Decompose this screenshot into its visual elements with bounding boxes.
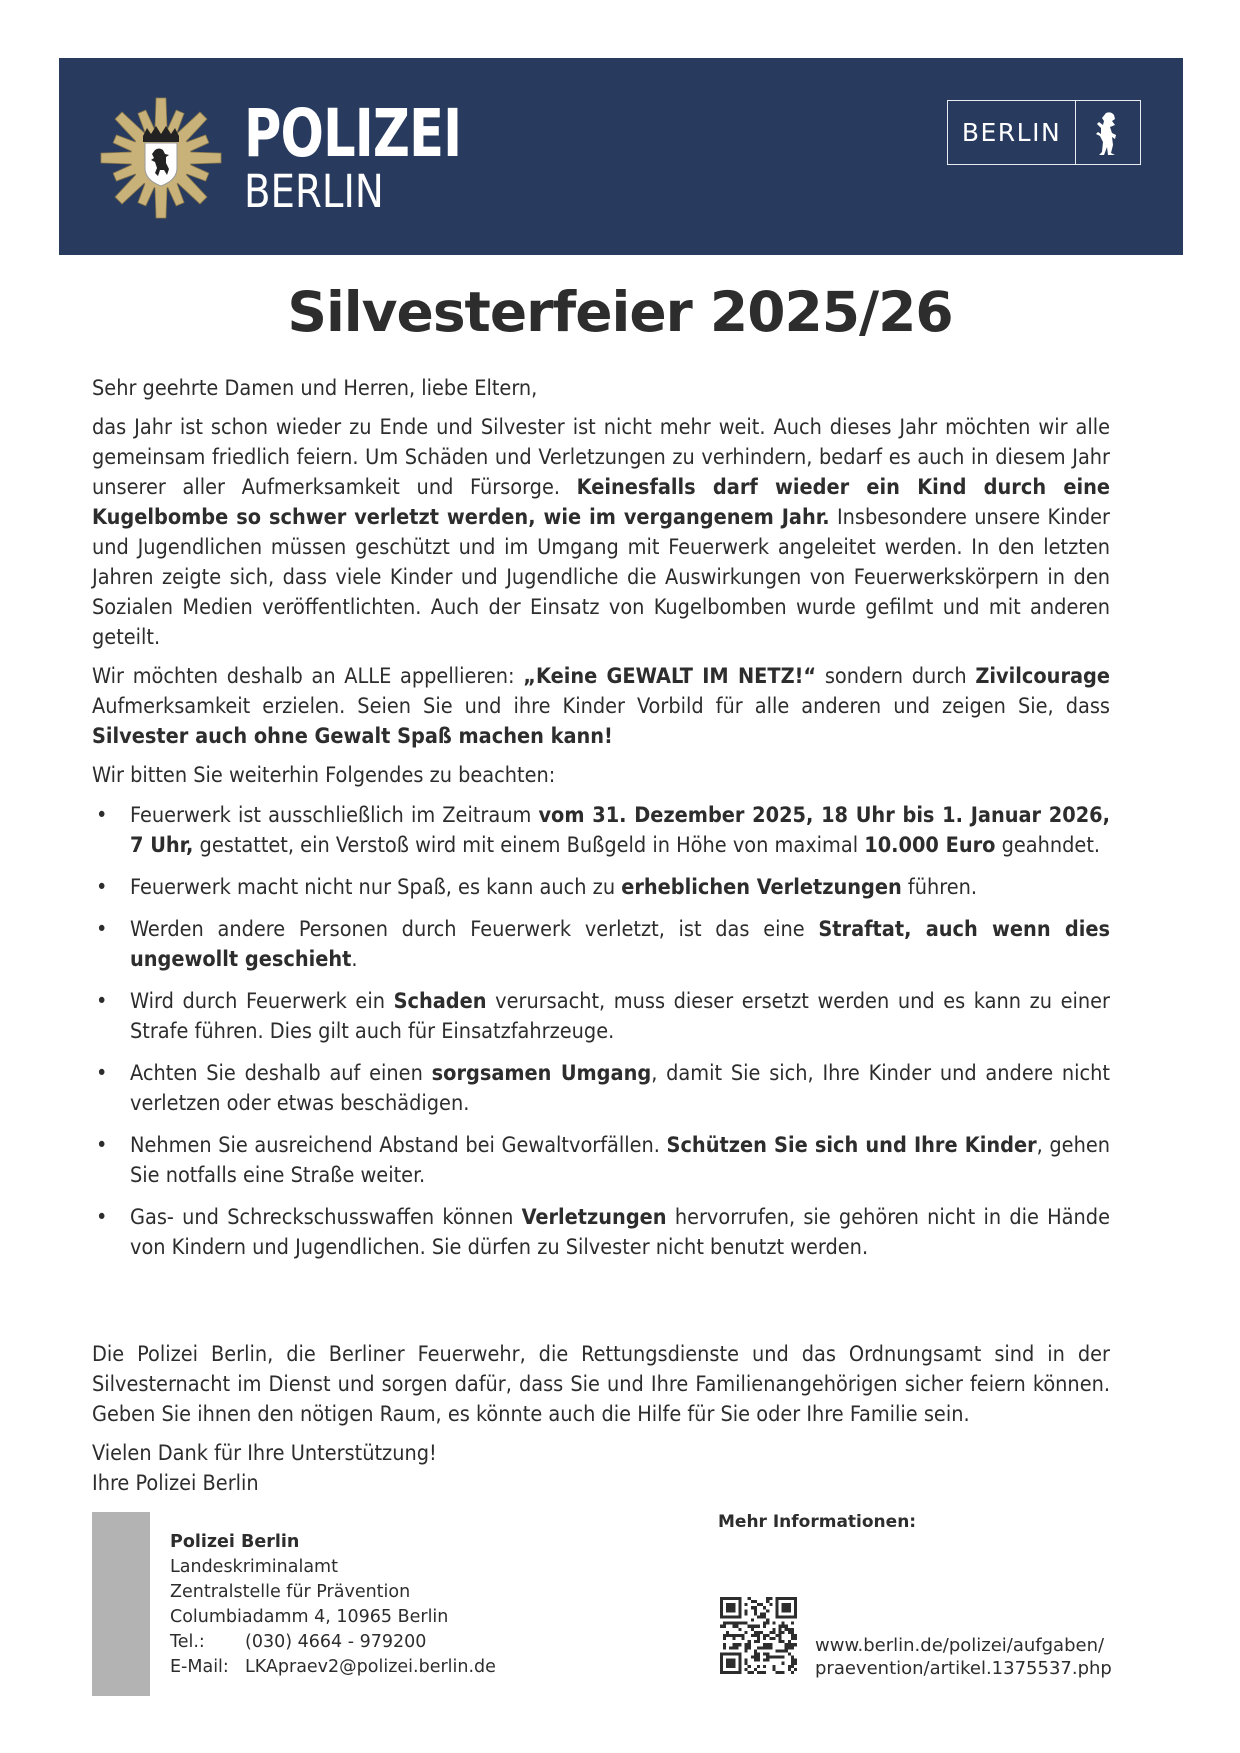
qr-module xyxy=(766,1600,769,1603)
qr-module xyxy=(726,1659,735,1668)
berlin-logo-text: BERLIN xyxy=(948,101,1076,164)
qr-module xyxy=(757,1665,760,1668)
email-link[interactable]: LKApraev2@polizei.berlin.de xyxy=(245,1657,496,1677)
qr-module xyxy=(779,1671,782,1674)
qr-module xyxy=(745,1662,748,1665)
qr-module xyxy=(791,1634,794,1637)
contact-address: Columbiadamm 4, 10965 Berlin xyxy=(170,1607,449,1627)
qr-module xyxy=(769,1643,772,1646)
qr-module xyxy=(775,1671,778,1674)
qr-module xyxy=(748,1625,751,1628)
bullet-icon: • xyxy=(96,1205,108,1230)
police-star-badge-icon xyxy=(99,96,223,220)
qr-module xyxy=(754,1606,757,1609)
qr-module xyxy=(788,1640,791,1643)
qr-module xyxy=(745,1622,748,1625)
qr-module xyxy=(760,1631,763,1634)
qr-module xyxy=(735,1622,738,1625)
signature-line: Ihre Polizei Berlin xyxy=(92,1471,259,1496)
qr-module xyxy=(738,1634,741,1637)
qr-module xyxy=(732,1643,735,1646)
header-banner xyxy=(59,58,1183,255)
qr-module xyxy=(772,1656,775,1659)
tel-label: Tel.: xyxy=(170,1632,205,1652)
appeal-paragraph xyxy=(92,662,1110,752)
qr-module xyxy=(766,1634,769,1637)
qr-module xyxy=(779,1649,782,1652)
contact-block xyxy=(170,1530,496,1680)
qr-module xyxy=(763,1643,766,1646)
qr-module xyxy=(766,1597,769,1600)
qr-module xyxy=(775,1649,778,1652)
qr-module xyxy=(791,1646,794,1649)
qr-module xyxy=(745,1643,748,1646)
qr-module xyxy=(757,1615,760,1618)
thanks-line: Vielen Dank für Ihre Unterstützung! xyxy=(92,1441,437,1466)
qr-module xyxy=(785,1646,788,1649)
rule-bold: 10.000 Euro xyxy=(864,833,996,858)
closing-paragraph: Die Polizei Berlin, die Berliner Feuerwehr, die Rettungsdienste und das Ordnungsamt sind in der Silvesternacht im Dienst und sorgen dafür, dass Sie und Ihre Familienangehörigen sicher feiern können. Geben Sie ihnen den nötigen Raum, es könnte auch die Hilfe für Sie oder Ihre Familie sein. xyxy=(92,1342,1110,1427)
qr-module xyxy=(788,1668,791,1671)
qr-module xyxy=(791,1643,794,1646)
qr-module xyxy=(735,1646,738,1649)
qr-module xyxy=(766,1609,769,1612)
rule-text: Wird durch Feuerwerk ein xyxy=(130,989,394,1014)
qr-module xyxy=(769,1637,772,1640)
qr-module xyxy=(760,1646,763,1649)
qr-module xyxy=(738,1622,741,1625)
qr-module xyxy=(754,1652,757,1655)
qr-module xyxy=(757,1671,760,1674)
qr-module xyxy=(760,1671,763,1674)
appeal-text-1: Wir möchten deshalb an ALLE appellieren: xyxy=(92,664,524,689)
qr-module xyxy=(785,1643,788,1646)
qr-module xyxy=(742,1622,745,1625)
qr-module xyxy=(723,1646,726,1649)
qr-module xyxy=(794,1634,797,1637)
contact-email-row xyxy=(170,1655,496,1680)
qr-module xyxy=(748,1597,751,1600)
qr-module xyxy=(726,1622,729,1625)
qr-module xyxy=(751,1619,754,1622)
bullet-icon: • xyxy=(96,1061,108,1086)
qr-module xyxy=(772,1622,775,1625)
qr-module xyxy=(729,1634,732,1637)
qr-module xyxy=(745,1631,748,1634)
qr-module xyxy=(748,1671,751,1674)
qr-module xyxy=(720,1625,723,1628)
bullet-icon: • xyxy=(96,803,108,828)
rule-bold: Verletzungen xyxy=(521,1205,667,1230)
bullet-icon: • xyxy=(96,989,108,1014)
qr-module xyxy=(782,1662,785,1665)
qr-module xyxy=(791,1622,794,1625)
qr-code-icon[interactable] xyxy=(720,1597,797,1674)
more-info-url[interactable] xyxy=(815,1634,1112,1680)
rule-bold: Schaden xyxy=(393,989,487,1014)
intro-text-1: das Jahr ist schon wieder zu Ende und Silvester ist nicht mehr weit. Auch dieses Jahr möchten wir alle gemeinsam friedlich feiern. Um Schäden und Verletzungen zu verhindern, bedarf es auch in diesem Jahr unserer aller Aufmerksamkeit und Fürsorge. xyxy=(92,415,1110,500)
intro-bold: Keinesfalls darf wieder ein Kind durch eine Kugelbombe so schwer verletzt werden, wie im vergangenem Jahr. xyxy=(92,475,1110,530)
qr-module xyxy=(791,1628,794,1631)
qr-module xyxy=(757,1640,760,1643)
qr-module xyxy=(772,1668,775,1671)
url-line-2[interactable]: praevention/artikel.1375537.php xyxy=(815,1658,1112,1679)
qr-module xyxy=(754,1659,757,1662)
berlin-logo xyxy=(947,100,1141,165)
qr-module xyxy=(782,1671,785,1674)
qr-module xyxy=(791,1671,794,1674)
qr-module xyxy=(769,1656,772,1659)
qr-module xyxy=(745,1612,748,1615)
qr-module xyxy=(763,1671,766,1674)
qr-module xyxy=(751,1625,754,1628)
qr-module xyxy=(723,1625,726,1628)
closing-section xyxy=(92,1340,1110,1499)
qr-module xyxy=(772,1637,775,1640)
qr-module xyxy=(760,1612,763,1615)
bullet-icon: • xyxy=(96,875,108,900)
appeal-zivilcourage: Zivilcourage xyxy=(975,664,1111,689)
qr-module xyxy=(757,1634,760,1637)
qr-module xyxy=(745,1649,748,1652)
qr-module xyxy=(763,1637,766,1640)
rule-text: , gehen Sie notfalls eine Straße weiter. xyxy=(130,1133,1111,1188)
qr-module xyxy=(779,1634,782,1637)
qr-module xyxy=(766,1643,769,1646)
qr-module xyxy=(751,1628,754,1631)
qr-module xyxy=(754,1634,757,1637)
qr-module xyxy=(745,1646,748,1649)
list-item xyxy=(92,1059,1110,1119)
contact-org: Polizei Berlin xyxy=(170,1532,300,1552)
qr-module xyxy=(775,1634,778,1637)
qr-module xyxy=(751,1656,754,1659)
qr-module xyxy=(763,1615,766,1618)
qr-module xyxy=(751,1606,754,1609)
contact-unit: Zentralstelle für Prävention xyxy=(170,1582,411,1602)
qr-module xyxy=(794,1643,797,1646)
qr-module xyxy=(735,1625,738,1628)
qr-module xyxy=(766,1652,769,1655)
rule-bold: Schützen Sie sich und Ihre Kinder xyxy=(666,1133,1037,1158)
rule-text: geahndet. xyxy=(995,833,1101,858)
brand-line-polizei: POLIZEI xyxy=(244,95,462,172)
qr-module xyxy=(745,1659,748,1662)
qr-module xyxy=(732,1625,735,1628)
qr-module xyxy=(785,1649,788,1652)
rule-text: Feuerwerk macht nicht nur Spaß, es kann auch zu xyxy=(130,875,622,900)
qr-module xyxy=(738,1643,741,1646)
qr-module xyxy=(782,1631,785,1634)
qr-module xyxy=(745,1603,748,1606)
rule-bold: Straftat, auch wenn dies ungewollt geschieht xyxy=(130,917,1110,972)
qr-module xyxy=(766,1619,769,1622)
appeal-text-2: sondern durch xyxy=(816,664,976,689)
brand-line-berlin: BERLIN xyxy=(244,165,384,218)
qr-module xyxy=(788,1628,791,1631)
qr-module xyxy=(751,1671,754,1674)
qr-module xyxy=(769,1646,772,1649)
qr-module xyxy=(794,1662,797,1665)
qr-module xyxy=(760,1615,763,1618)
qr-module xyxy=(766,1659,769,1662)
list-item xyxy=(92,987,1110,1047)
qr-module xyxy=(726,1603,735,1612)
qr-module xyxy=(782,1640,785,1643)
qr-module xyxy=(754,1625,757,1628)
brand-wordmark xyxy=(244,95,497,218)
qr-module xyxy=(726,1631,729,1634)
appeal-text-3: Aufmerksamkeit erzielen. Seien Sie und ihre Kinder Vorbild für alle anderen und zeigen Sie, dass xyxy=(92,694,1110,719)
intro-paragraph xyxy=(92,413,1110,653)
qr-module xyxy=(788,1631,791,1634)
qr-module xyxy=(723,1622,726,1625)
bullet-icon: • xyxy=(96,917,108,942)
qr-module xyxy=(757,1656,760,1659)
qr-module xyxy=(766,1622,769,1625)
qr-module xyxy=(757,1646,760,1649)
page-title: Silvesterfeier 2025/26 xyxy=(287,280,953,344)
rule-text: führen. xyxy=(901,875,978,900)
qr-module xyxy=(779,1640,782,1643)
contact-dept: Landeskriminalamt xyxy=(170,1557,338,1577)
qr-module xyxy=(779,1637,782,1640)
qr-module xyxy=(763,1646,766,1649)
rule-text: . xyxy=(351,947,358,972)
rule-text: verursacht, muss dieser ersetzt werden und es kann zu einer Strafe führen. Dies gilt auch für Einsatzfahrzeuge. xyxy=(130,989,1111,1044)
qr-module xyxy=(754,1668,757,1671)
qr-module xyxy=(757,1659,760,1662)
appeal-closing-bold: Silvester auch ohne Gewalt Spaß machen kann! xyxy=(92,724,613,749)
qr-module xyxy=(745,1668,748,1671)
qr-module xyxy=(757,1625,760,1628)
qr-module xyxy=(794,1668,797,1671)
rule-bold: vom 31. Dezember 2025, 18 Uhr bis 1. Januar 2026, 7 Uhr, xyxy=(130,803,1110,858)
qr-module xyxy=(763,1659,766,1662)
rule-text: hervorrufen, sie gehören nicht in die Hände von Kindern und Jugendlichen. Sie dürfen zu Silvester nicht benutzt werden. xyxy=(130,1205,1110,1260)
qr-module xyxy=(754,1631,757,1634)
qr-module xyxy=(791,1637,794,1640)
rule-text: Nehmen Sie ausreichend Abstand bei Gewaltvorfällen. xyxy=(130,1133,667,1158)
qr-module xyxy=(788,1652,791,1655)
qr-module xyxy=(723,1634,726,1637)
rule-text: Feuerwerk ist ausschließlich im Zeitraum xyxy=(130,803,539,828)
qr-module xyxy=(757,1637,760,1640)
qr-module xyxy=(763,1634,766,1637)
qr-module xyxy=(769,1603,772,1606)
qr-module xyxy=(763,1652,766,1655)
qr-module xyxy=(742,1637,745,1640)
qr-module xyxy=(766,1656,769,1659)
bullet-icon: • xyxy=(96,1133,108,1158)
qr-module xyxy=(766,1646,769,1649)
qr-module xyxy=(785,1628,788,1631)
qr-module xyxy=(788,1665,791,1668)
rule-bold: sorgsamen Umgang xyxy=(431,1061,652,1086)
berlin-bear-icon xyxy=(1076,101,1140,164)
qr-module xyxy=(788,1646,791,1649)
qr-module xyxy=(763,1625,766,1628)
qr-module xyxy=(772,1628,775,1631)
rule-bold: erheblichen Verletzungen xyxy=(621,875,902,900)
qr-module xyxy=(775,1656,778,1659)
letter-body xyxy=(92,374,1110,1275)
qr-module xyxy=(754,1612,757,1615)
qr-module xyxy=(763,1606,766,1609)
url-line-1[interactable]: www.berlin.de/polizei/aufgaben/ xyxy=(815,1635,1105,1656)
tel-value[interactable]: (030) 4664 - 979200 xyxy=(245,1632,427,1652)
qr-module xyxy=(791,1662,794,1665)
qr-module xyxy=(732,1634,735,1637)
qr-module xyxy=(782,1622,785,1625)
qr-module xyxy=(794,1637,797,1640)
rule-text: Gas- und Schreckschusswaffen können xyxy=(130,1205,522,1230)
list-item xyxy=(92,915,1110,975)
greeting: Sehr geehrte Damen und Herren, liebe Eltern, xyxy=(92,376,538,401)
qr-module xyxy=(751,1600,754,1603)
qr-module xyxy=(791,1656,794,1659)
qr-module xyxy=(732,1646,735,1649)
more-info-heading: Mehr Informationen: xyxy=(718,1512,917,1532)
qr-module xyxy=(788,1643,791,1646)
qr-module xyxy=(754,1640,757,1643)
qr-module xyxy=(748,1646,751,1649)
qr-module xyxy=(760,1603,763,1606)
qr-module xyxy=(785,1625,788,1628)
rule-text: gestattet, ein Verstoß wird mit einem Bußgeld in Höhe von maximal xyxy=(193,833,865,858)
qr-module xyxy=(779,1628,782,1631)
qr-module xyxy=(779,1625,782,1628)
qr-module xyxy=(754,1656,757,1659)
qr-module xyxy=(782,1625,785,1628)
list-item xyxy=(92,873,1110,903)
list-item xyxy=(92,801,1110,861)
qr-module xyxy=(763,1622,766,1625)
qr-module xyxy=(732,1622,735,1625)
contact-accent-bar xyxy=(92,1512,150,1696)
qr-module xyxy=(738,1628,741,1631)
qr-module xyxy=(723,1643,726,1646)
qr-module xyxy=(754,1609,757,1612)
qr-module xyxy=(772,1665,775,1668)
qr-module xyxy=(729,1622,732,1625)
qr-module xyxy=(742,1634,745,1637)
qr-module xyxy=(751,1634,754,1637)
intro-text-2: Insbesondere unsere Kinder und Jugendlichen müssen geschützt und im Umgang mit Feuerwerk angeleitet werden. In den letzten Jahren zeigte sich, dass viele Kinder und Jugendliche die Auswirkungen von Feuerwerkskörpern in den Sozialen Medien veröffentlichten. Auch der Einsatz von Kugelbomben wurde gefilmt und mit anderen geteilt. xyxy=(92,505,1110,650)
qr-module xyxy=(779,1656,782,1659)
qr-module xyxy=(794,1659,797,1662)
contact-tel-row xyxy=(170,1630,496,1655)
qr-module xyxy=(763,1665,766,1668)
rule-text: Werden andere Personen durch Feuerwerk verletzt, ist das eine xyxy=(130,917,819,942)
qr-module xyxy=(735,1634,738,1637)
qr-module xyxy=(769,1631,772,1634)
qr-module xyxy=(769,1597,772,1600)
appeal-slogan: „Keine GEWALT IM NETZ!“ xyxy=(523,664,817,689)
qr-module xyxy=(779,1631,782,1634)
qr-module xyxy=(772,1631,775,1634)
qr-module xyxy=(748,1665,751,1668)
qr-module xyxy=(735,1643,738,1646)
list-intro: Wir bitten Sie weiterhin Folgendes zu beachten: xyxy=(92,763,556,788)
qr-module xyxy=(757,1603,760,1606)
qr-module xyxy=(726,1634,729,1637)
qr-module xyxy=(729,1646,732,1649)
qr-module xyxy=(791,1659,794,1662)
qr-module xyxy=(754,1600,757,1603)
qr-module xyxy=(782,1603,791,1612)
qr-module xyxy=(757,1631,760,1634)
qr-module xyxy=(782,1656,785,1659)
qr-module xyxy=(791,1665,794,1668)
list-item xyxy=(92,1131,1110,1191)
qr-module xyxy=(732,1637,735,1640)
qr-module xyxy=(748,1640,751,1643)
qr-module xyxy=(782,1649,785,1652)
qr-module xyxy=(723,1637,726,1640)
qr-module xyxy=(748,1643,751,1646)
qr-module xyxy=(745,1609,748,1612)
qr-module xyxy=(754,1649,757,1652)
qr-module xyxy=(757,1652,760,1655)
rule-text: , damit Sie sich, Ihre Kinder und andere nicht verletzen oder etwas beschädigen. xyxy=(130,1061,1111,1116)
email-label: E-Mail: xyxy=(170,1657,229,1677)
rule-text: Achten Sie deshalb auf einen xyxy=(130,1061,432,1086)
qr-module xyxy=(763,1612,766,1615)
qr-module xyxy=(791,1631,794,1634)
rules-list xyxy=(92,801,1110,1263)
list-item xyxy=(92,1203,1110,1263)
